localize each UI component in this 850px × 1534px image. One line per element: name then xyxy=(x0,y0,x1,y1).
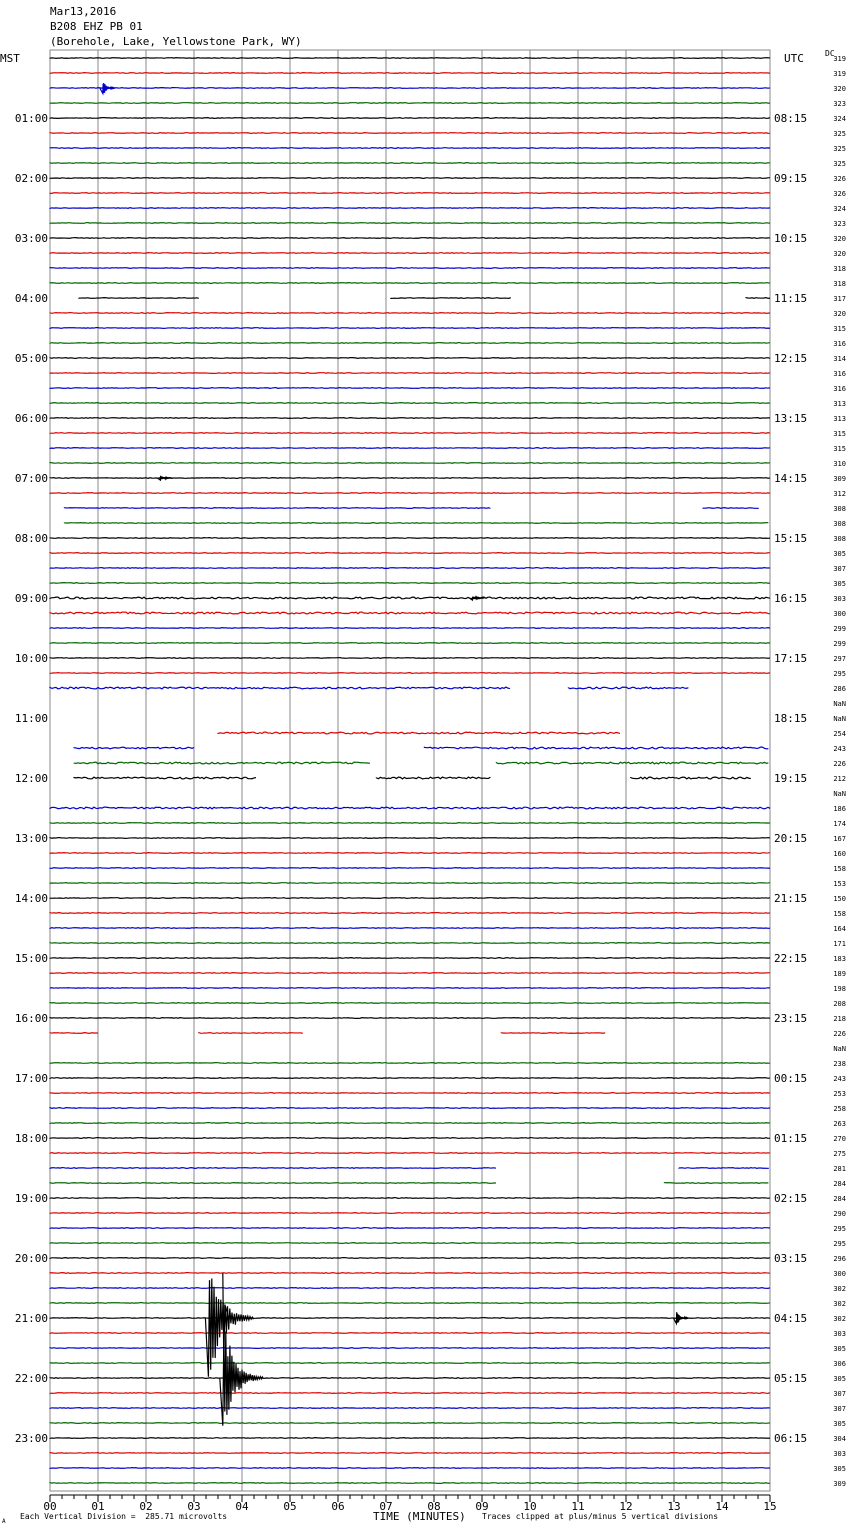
x-tick-label: 15 xyxy=(763,1500,777,1513)
dc-offset-value: 320 xyxy=(833,85,846,93)
dc-offset-value: 309 xyxy=(833,1480,846,1488)
trace-line xyxy=(50,463,770,464)
dc-offset-value: 284 xyxy=(833,1195,846,1203)
dc-offset-value: 295 xyxy=(833,1225,846,1233)
dc-offset-value: 296 xyxy=(833,1255,846,1263)
trace-line xyxy=(50,553,770,554)
hour-label-right: 23:15 xyxy=(774,1012,808,1025)
trace-line xyxy=(50,1453,770,1454)
hour-label-left: 15:00 xyxy=(14,952,48,965)
dc-offset-value: 320 xyxy=(833,250,846,258)
hour-label-left: 04:00 xyxy=(14,292,48,305)
dc-offset-value: 183 xyxy=(833,955,846,963)
trace-line xyxy=(50,433,770,434)
dc-offset-value: 212 xyxy=(833,775,846,783)
dc-offset-value: 254 xyxy=(833,730,846,738)
trace-line xyxy=(50,1108,770,1109)
dc-offset-value: 299 xyxy=(833,625,846,633)
hour-label-left: 08:00 xyxy=(14,532,48,545)
trace-line xyxy=(50,687,510,689)
dc-offset-value: 189 xyxy=(833,970,846,978)
hour-label-left: 20:00 xyxy=(14,1252,48,1265)
trace-line xyxy=(50,268,770,269)
dc-offset-value: 306 xyxy=(833,1360,846,1368)
dc-offset-value: 208 xyxy=(833,1000,846,1008)
trace-line xyxy=(50,612,770,614)
trace-line xyxy=(64,523,768,524)
hour-label-left: 07:00 xyxy=(14,472,48,485)
trace-line xyxy=(50,1018,770,1019)
date-label: Mar13,2016 xyxy=(50,5,117,18)
dc-offset-value: 326 xyxy=(833,175,846,183)
dc-offset-value: 275 xyxy=(833,1150,846,1158)
trace-line xyxy=(218,732,620,734)
trace-line xyxy=(74,747,194,749)
dc-offset-value: 300 xyxy=(833,610,846,618)
hour-label-left: 16:00 xyxy=(14,1012,48,1025)
trace-line xyxy=(50,1168,496,1169)
trace-line xyxy=(50,673,770,674)
dc-offset-value: 317 xyxy=(833,295,846,303)
dc-offset-value: 313 xyxy=(833,400,846,408)
trace-line xyxy=(50,58,770,59)
dc-offset-value: 310 xyxy=(833,460,846,468)
trace-line xyxy=(664,1183,768,1184)
trace-line xyxy=(50,583,770,584)
trace-line xyxy=(50,1273,770,1274)
x-tick-label: 07 xyxy=(379,1500,393,1513)
x-tick-label: 11 xyxy=(571,1500,585,1513)
trace-line xyxy=(50,823,770,824)
dc-offset-value: 305 xyxy=(833,580,846,588)
dc-offset-value: 302 xyxy=(833,1285,846,1293)
trace-line xyxy=(50,1093,770,1094)
hour-label-right: 01:15 xyxy=(774,1132,808,1145)
dc-offset-value: 303 xyxy=(833,1330,846,1338)
hour-label-right: 05:15 xyxy=(774,1372,808,1385)
scale-note: Each Vertical Division = 285.71 microvolts xyxy=(20,1512,228,1521)
hour-label-right: 03:15 xyxy=(774,1252,808,1265)
trace-line xyxy=(50,1438,770,1439)
trace-line xyxy=(50,1243,770,1244)
hour-label-right: 16:15 xyxy=(774,592,808,605)
dc-offset-value: 295 xyxy=(833,1240,846,1248)
trace-line xyxy=(50,1393,770,1394)
trace-line xyxy=(50,1303,770,1304)
dc-offset-value: 295 xyxy=(833,670,846,678)
hour-label-left: 22:00 xyxy=(14,1372,48,1385)
hour-label-left: 10:00 xyxy=(14,652,48,665)
hour-label-left: 23:00 xyxy=(14,1432,48,1445)
trace-line xyxy=(50,133,770,134)
dc-offset-value: 307 xyxy=(833,1405,846,1413)
dc-label: DC xyxy=(825,49,835,58)
trace-line xyxy=(50,178,770,179)
dc-offset-value: 281 xyxy=(833,1165,846,1173)
dc-offset-value: 318 xyxy=(833,280,846,288)
trace-line xyxy=(746,298,770,299)
dc-offset-value: 315 xyxy=(833,325,846,333)
dc-offset-value: 258 xyxy=(833,1105,846,1113)
trace-line xyxy=(50,448,770,449)
dc-offset-value: NaN xyxy=(833,715,846,723)
dc-offset-value: 243 xyxy=(833,745,846,753)
dc-offset-value: 312 xyxy=(833,490,846,498)
trace-line xyxy=(679,1168,769,1169)
dc-offset-value: 313 xyxy=(833,415,846,423)
dc-offset-value: 198 xyxy=(833,985,846,993)
trace-line xyxy=(391,298,511,299)
trace-line xyxy=(50,193,770,194)
trace-line xyxy=(74,762,370,764)
dc-offset-value: 318 xyxy=(833,265,846,273)
hour-label-left: 18:00 xyxy=(14,1132,48,1145)
trace-line xyxy=(50,418,770,419)
trace-line xyxy=(376,777,490,779)
dc-offset-value: 325 xyxy=(833,145,846,153)
trace-line xyxy=(50,283,770,284)
hour-label-right: 22:15 xyxy=(774,952,808,965)
trace-line xyxy=(50,148,770,149)
trace-line xyxy=(424,747,768,749)
hour-label-right: 12:15 xyxy=(774,352,808,365)
hour-label-left: 05:00 xyxy=(14,352,48,365)
hour-label-left: 13:00 xyxy=(14,832,48,845)
trace-line xyxy=(50,223,770,224)
trace-line xyxy=(50,1153,770,1154)
x-axis-title: TIME (MINUTES) xyxy=(373,1510,466,1523)
hour-label-right: 14:15 xyxy=(774,472,808,485)
trace-line xyxy=(50,538,770,539)
trace-line xyxy=(50,1408,770,1409)
trace-line xyxy=(50,568,770,569)
trace-line xyxy=(50,1483,770,1484)
x-tick-label: 08 xyxy=(427,1500,441,1513)
x-tick-label: 12 xyxy=(619,1500,633,1513)
dc-offset-value: 304 xyxy=(833,1435,846,1443)
trace-line xyxy=(50,658,770,659)
hour-label-right: 15:15 xyxy=(774,532,808,545)
trace-line xyxy=(50,1033,98,1034)
trace-line xyxy=(50,313,770,314)
hour-label-left: 06:00 xyxy=(14,412,48,425)
dc-offset-value: 158 xyxy=(833,865,846,873)
trace-line xyxy=(50,1363,770,1364)
x-tick-label: 06 xyxy=(331,1500,345,1513)
dc-offset-value: 305 xyxy=(833,550,846,558)
trace-line xyxy=(50,928,770,929)
x-tick-label: 02 xyxy=(139,1500,153,1513)
trace-line xyxy=(50,1318,770,1319)
hour-label-right: 00:15 xyxy=(774,1072,808,1085)
hour-label-right: 02:15 xyxy=(774,1192,808,1205)
trace-line xyxy=(50,343,770,344)
dc-offset-value: 174 xyxy=(833,820,846,828)
hour-label-left: 09:00 xyxy=(14,592,48,605)
dc-offset-value: 316 xyxy=(833,385,846,393)
trace-line xyxy=(50,103,770,104)
dc-offset-value: NaN xyxy=(833,790,846,798)
trace-line xyxy=(50,883,770,884)
dc-offset-value: 305 xyxy=(833,1345,846,1353)
hour-label-left: 11:00 xyxy=(14,712,48,725)
trace-line xyxy=(79,298,199,299)
right-timezone-label: UTC xyxy=(784,52,804,65)
dc-offset-value: 320 xyxy=(833,235,846,243)
trace-line xyxy=(199,1033,303,1034)
hour-label-left: 12:00 xyxy=(14,772,48,785)
x-tick-label: 13 xyxy=(667,1500,681,1513)
trace-line xyxy=(50,913,770,914)
trace-line xyxy=(50,898,770,899)
dc-offset-value: 160 xyxy=(833,850,846,858)
dc-offset-value: 297 xyxy=(833,655,846,663)
x-tick-label: 04 xyxy=(235,1500,249,1513)
dc-offset-value: 302 xyxy=(833,1300,846,1308)
trace-line xyxy=(50,1348,770,1349)
dc-offset-value: NaN xyxy=(833,1045,846,1053)
trace-line xyxy=(703,508,759,509)
dc-offset-value: 164 xyxy=(833,925,846,933)
dc-offset-value: 315 xyxy=(833,430,846,438)
hour-label-right: 19:15 xyxy=(774,772,808,785)
left-timezone-label: MST xyxy=(0,52,20,65)
hour-label-left: 02:00 xyxy=(14,172,48,185)
trace-line xyxy=(50,208,770,209)
trace-line xyxy=(50,403,770,404)
dc-offset-value: 284 xyxy=(833,1180,846,1188)
hour-label-right: 18:15 xyxy=(774,712,808,725)
dc-offset-value: 316 xyxy=(833,370,846,378)
x-tick-label: 00 xyxy=(43,1500,57,1513)
trace-line xyxy=(50,853,770,854)
trace-line xyxy=(50,1378,770,1379)
trace-line xyxy=(50,1213,770,1214)
trace-line xyxy=(50,163,770,164)
trace-line xyxy=(50,1333,770,1334)
trace-line xyxy=(50,1288,770,1289)
trace-line xyxy=(50,838,770,839)
x-tick-label: 01 xyxy=(91,1500,105,1513)
hour-label-right: 10:15 xyxy=(774,232,808,245)
trace-line xyxy=(50,628,770,629)
hour-label-right: 04:15 xyxy=(774,1312,808,1325)
dc-offset-value: 305 xyxy=(833,1420,846,1428)
dc-offset-value: 308 xyxy=(833,535,846,543)
dc-offset-value: 305 xyxy=(833,1465,846,1473)
dc-offset-value: 324 xyxy=(833,115,846,123)
dc-offset-value: 226 xyxy=(833,1030,846,1038)
dc-offset-value: 309 xyxy=(833,475,846,483)
trace-line xyxy=(50,73,770,74)
x-tick-label: 14 xyxy=(715,1500,729,1513)
trace-line xyxy=(50,88,770,89)
dc-offset-value: 286 xyxy=(833,685,846,693)
hour-label-right: 09:15 xyxy=(774,172,808,185)
trace-line xyxy=(568,687,688,689)
trace-line xyxy=(50,1123,770,1124)
trace-line xyxy=(74,777,256,779)
trace-line xyxy=(50,118,770,119)
hour-label-left: 17:00 xyxy=(14,1072,48,1085)
dc-offset-value: 307 xyxy=(833,1390,846,1398)
trace-line xyxy=(50,807,770,809)
dc-offset-value: 153 xyxy=(833,880,846,888)
trace-line xyxy=(50,1228,770,1229)
trace-line xyxy=(50,1198,770,1199)
station-label: B208 EHZ PB 01 xyxy=(50,20,143,33)
trace-line xyxy=(50,238,770,239)
dc-offset-value: 253 xyxy=(833,1090,846,1098)
x-tick-label: 09 xyxy=(475,1500,489,1513)
location-label: (Borehole, Lake, Yellowstone Park, WY) xyxy=(50,35,302,48)
dc-offset-value: 308 xyxy=(833,520,846,528)
trace-line xyxy=(496,762,768,764)
dc-offset-value: 226 xyxy=(833,760,846,768)
trace-line xyxy=(50,643,770,644)
dc-offset-value: 303 xyxy=(833,1450,846,1458)
x-tick-label: 05 xyxy=(283,1500,297,1513)
x-tick-label: 10 xyxy=(523,1500,537,1513)
dc-offset-value: 320 xyxy=(833,310,846,318)
dc-offset-value: 270 xyxy=(833,1135,846,1143)
dc-offset-value: 325 xyxy=(833,160,846,168)
dc-offset-value: 315 xyxy=(833,445,846,453)
dc-offset-value: 324 xyxy=(833,205,846,213)
dc-offset-value: 325 xyxy=(833,130,846,138)
trace-line xyxy=(50,1468,770,1469)
trace-line xyxy=(50,328,770,329)
dc-offset-value: 218 xyxy=(833,1015,846,1023)
dc-offset-value: 238 xyxy=(833,1060,846,1068)
trace-line xyxy=(50,943,770,944)
trace-line xyxy=(50,868,770,869)
trace-line xyxy=(50,1003,770,1004)
trace-line xyxy=(50,1078,770,1079)
x-tick-label: 03 xyxy=(187,1500,201,1513)
trace-line xyxy=(50,373,770,374)
dc-offset-value: 303 xyxy=(833,595,846,603)
dc-offset-value: 323 xyxy=(833,220,846,228)
dc-offset-value: 171 xyxy=(833,940,846,948)
trace-line xyxy=(50,1063,770,1064)
hour-label-right: 17:15 xyxy=(774,652,808,665)
hour-label-right: 08:15 xyxy=(774,112,808,125)
trace-line xyxy=(50,1183,496,1184)
dc-offset-value: 307 xyxy=(833,565,846,573)
hour-label-right: 11:15 xyxy=(774,292,808,305)
trace-line xyxy=(50,388,770,389)
trace-line xyxy=(50,597,770,599)
clip-note: Traces clipped at plus/minus 5 vertical divisions xyxy=(482,1512,719,1521)
corner-mark: A xyxy=(2,1518,6,1525)
dc-offset-value: NaN xyxy=(833,700,846,708)
hour-label-left: 21:00 xyxy=(14,1312,48,1325)
hour-label-left: 03:00 xyxy=(14,232,48,245)
trace-line xyxy=(50,973,770,974)
trace-line xyxy=(631,777,751,779)
dc-offset-value: 300 xyxy=(833,1270,846,1278)
dc-offset-value: 319 xyxy=(833,55,846,63)
dc-offset-value: 150 xyxy=(833,895,846,903)
hour-label-left: 19:00 xyxy=(14,1192,48,1205)
dc-offset-value: 158 xyxy=(833,910,846,918)
trace-line xyxy=(501,1033,605,1034)
dc-offset-value: 186 xyxy=(833,805,846,813)
trace-line xyxy=(50,988,770,989)
dc-offset-value: 302 xyxy=(833,1315,846,1323)
plot-frame xyxy=(50,50,770,1491)
dc-offset-value: 305 xyxy=(833,1375,846,1383)
hour-label-right: 13:15 xyxy=(774,412,808,425)
trace-line xyxy=(64,508,490,509)
trace-line xyxy=(50,358,770,359)
hour-label-right: 20:15 xyxy=(774,832,808,845)
dc-offset-value: 316 xyxy=(833,340,846,348)
hour-label-right: 06:15 xyxy=(774,1432,808,1445)
dc-offset-value: 290 xyxy=(833,1210,846,1218)
dc-offset-value: 263 xyxy=(833,1120,846,1128)
hour-label-left: 01:00 xyxy=(14,112,48,125)
hour-label-right: 21:15 xyxy=(774,892,808,905)
dc-offset-value: 299 xyxy=(833,640,846,648)
dc-offset-value: 326 xyxy=(833,190,846,198)
hour-label-left: 14:00 xyxy=(14,892,48,905)
dc-offset-value: 167 xyxy=(833,835,846,843)
dc-offset-value: 243 xyxy=(833,1075,846,1083)
dc-offset-value: 314 xyxy=(833,355,846,363)
dc-offset-value: 308 xyxy=(833,505,846,513)
trace-line xyxy=(50,1423,770,1424)
dc-offset-value: 323 xyxy=(833,100,846,108)
trace-line xyxy=(50,958,770,959)
trace-line xyxy=(50,253,770,254)
trace-line xyxy=(50,1258,770,1259)
trace-line xyxy=(50,493,770,494)
dc-offset-value: 319 xyxy=(833,70,846,78)
trace-line xyxy=(50,1138,770,1139)
